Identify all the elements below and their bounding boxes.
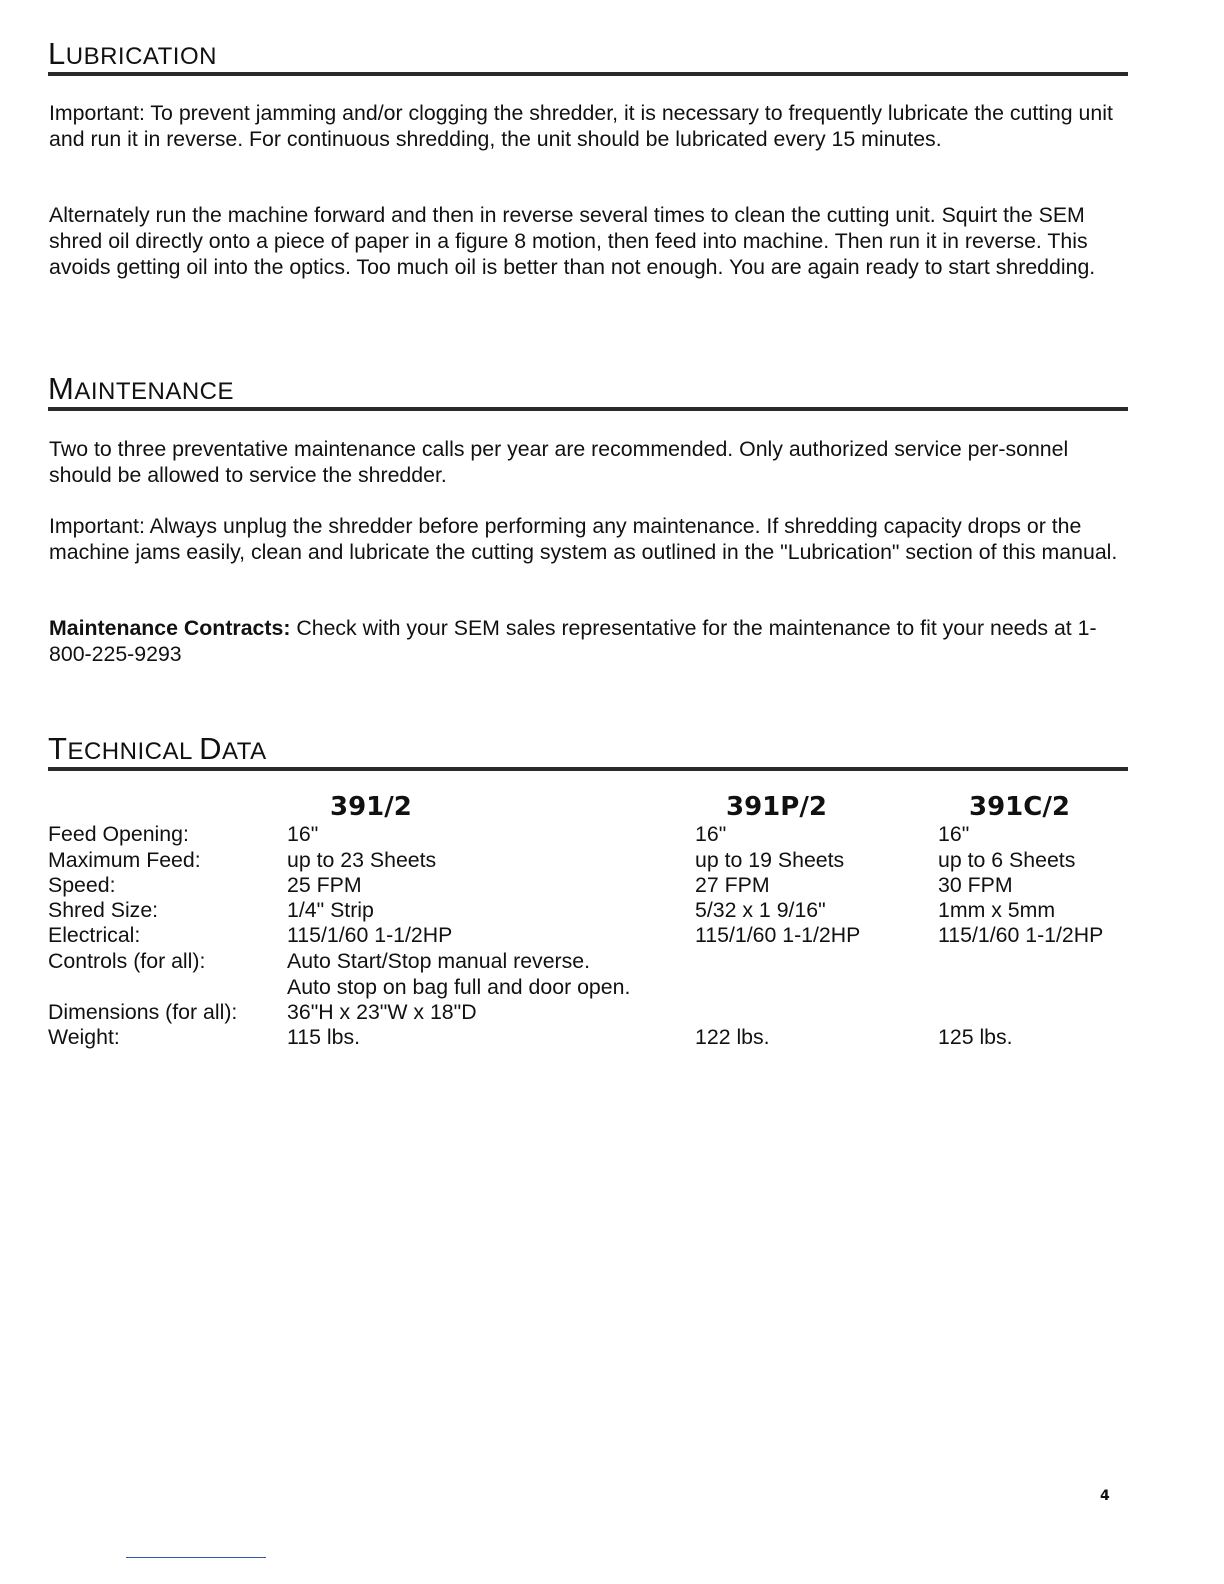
value-controls-line-1: Auto Start/Stop manual reverse. [287,949,591,973]
maintenance-heading-rest: AINTENANCE [74,378,235,405]
model-header-391-2: 391/2 [330,792,412,822]
model-header-391c-2: 391C/2 [969,792,1070,822]
value-391c-feed-opening: 16" [938,822,970,846]
value-391-feed-opening: 16" [287,822,319,846]
value-391c-speed: 30 FPM [938,873,1013,897]
value-391-weight: 115 lbs. [287,1025,361,1049]
label-controls: Controls (for all): [48,949,206,973]
value-391c-maximum-feed: up to 6 Sheets [938,848,1076,872]
label-maximum-feed: Maximum Feed: [48,848,201,872]
label-weight: Weight: [48,1025,120,1049]
value-391c-electrical: 115/1/60 1-1/2HP [938,923,1104,947]
label-dimensions: Dimensions (for all): [48,1000,238,1024]
footer-rule [126,1557,266,1558]
technical-heading-rest-2: ATA [221,738,267,765]
maintenance-heading-initial: M [48,371,75,406]
value-391p-weight: 122 lbs. [695,1025,770,1049]
value-391-speed: 25 FPM [287,873,362,897]
value-391p-maximum-feed: up to 19 Sheets [695,848,845,872]
value-391c-weight: 125 lbs. [938,1025,1013,1049]
technical-heading-rest-1: ECHNICAL [67,738,192,765]
value-391p-feed-opening: 16" [695,822,727,846]
technical-heading-initial-t: T [48,731,68,766]
value-391-electrical: 115/1/60 1-1/2HP [287,923,453,947]
label-shred-size: Shred Size: [48,898,159,922]
lubrication-paragraph-1: Important: To prevent jamming and/or clogging the shredder, it is necessary to frequently lubricate the cutting unit and run it in reverse. For continuous shredding, the unit should be lubricated every 15 minutes. [49,101,1113,151]
value-dimensions: 36"H x 23"W x 18"D [287,1000,477,1024]
technical-heading-initial-d: D [199,731,222,766]
maintenance-contracts-text: Check with your SEM sales representative for the maintenance to fit your needs at 1-800-225-9293 [49,616,1097,666]
technical-data-heading [48,733,267,764]
technical-data-rule [48,767,1128,771]
maintenance-heading [48,373,234,404]
label-electrical: Electrical: [48,923,141,947]
lubrication-heading-initial: L [48,36,66,71]
maintenance-rule [48,407,1128,411]
maintenance-paragraph-2: Important: Always unplug the shredder before performing any maintenance. If shredding capacity drops or the machine jams easily, clean and lubricate the cutting system as outlined in the "Lubrication" section of this manual. [49,514,1118,564]
lubrication-paragraph-2: Alternately run the machine forward and then in reverse several times to clean the cutting unit. Squirt the SEM shred oil directly onto a piece of paper in a figure 8 motion, then feed into machine. Then run it in reverse. This avoids getting oil into the optics. Too much oil is better than not enough. You are again ready to start shredding. [49,203,1096,279]
value-391p-shred-size: 5/32 x 1 9/16" [695,898,826,922]
lubrication-heading-rest: UBRICATION [65,43,217,70]
maintenance-contracts-paragraph [49,615,1134,667]
model-header-391p-2: 391P/2 [726,792,827,822]
label-feed-opening: Feed Opening: [48,822,189,846]
label-speed: Speed: [48,873,116,897]
value-391c-shred-size: 1mm x 5mm [938,898,1056,922]
value-391-maximum-feed: up to 23 Sheets [287,848,437,872]
value-controls-line-2: Auto stop on bag full and door open. [287,975,631,999]
value-391-shred-size: 1/4" Strip [287,898,374,922]
value-391p-speed: 27 FPM [695,873,770,897]
lubrication-heading [48,38,217,69]
value-391p-electrical: 115/1/60 1-1/2HP [695,923,861,947]
lubrication-rule [48,72,1128,76]
maintenance-contracts-label: Maintenance Contracts: [49,616,291,640]
maintenance-paragraph-1: Two to three preventative maintenance calls per year are recommended. Only authorized service per-sonnel should be allowed to service the shredder. [49,437,1069,487]
page-number: 4 [1100,1488,1110,1504]
